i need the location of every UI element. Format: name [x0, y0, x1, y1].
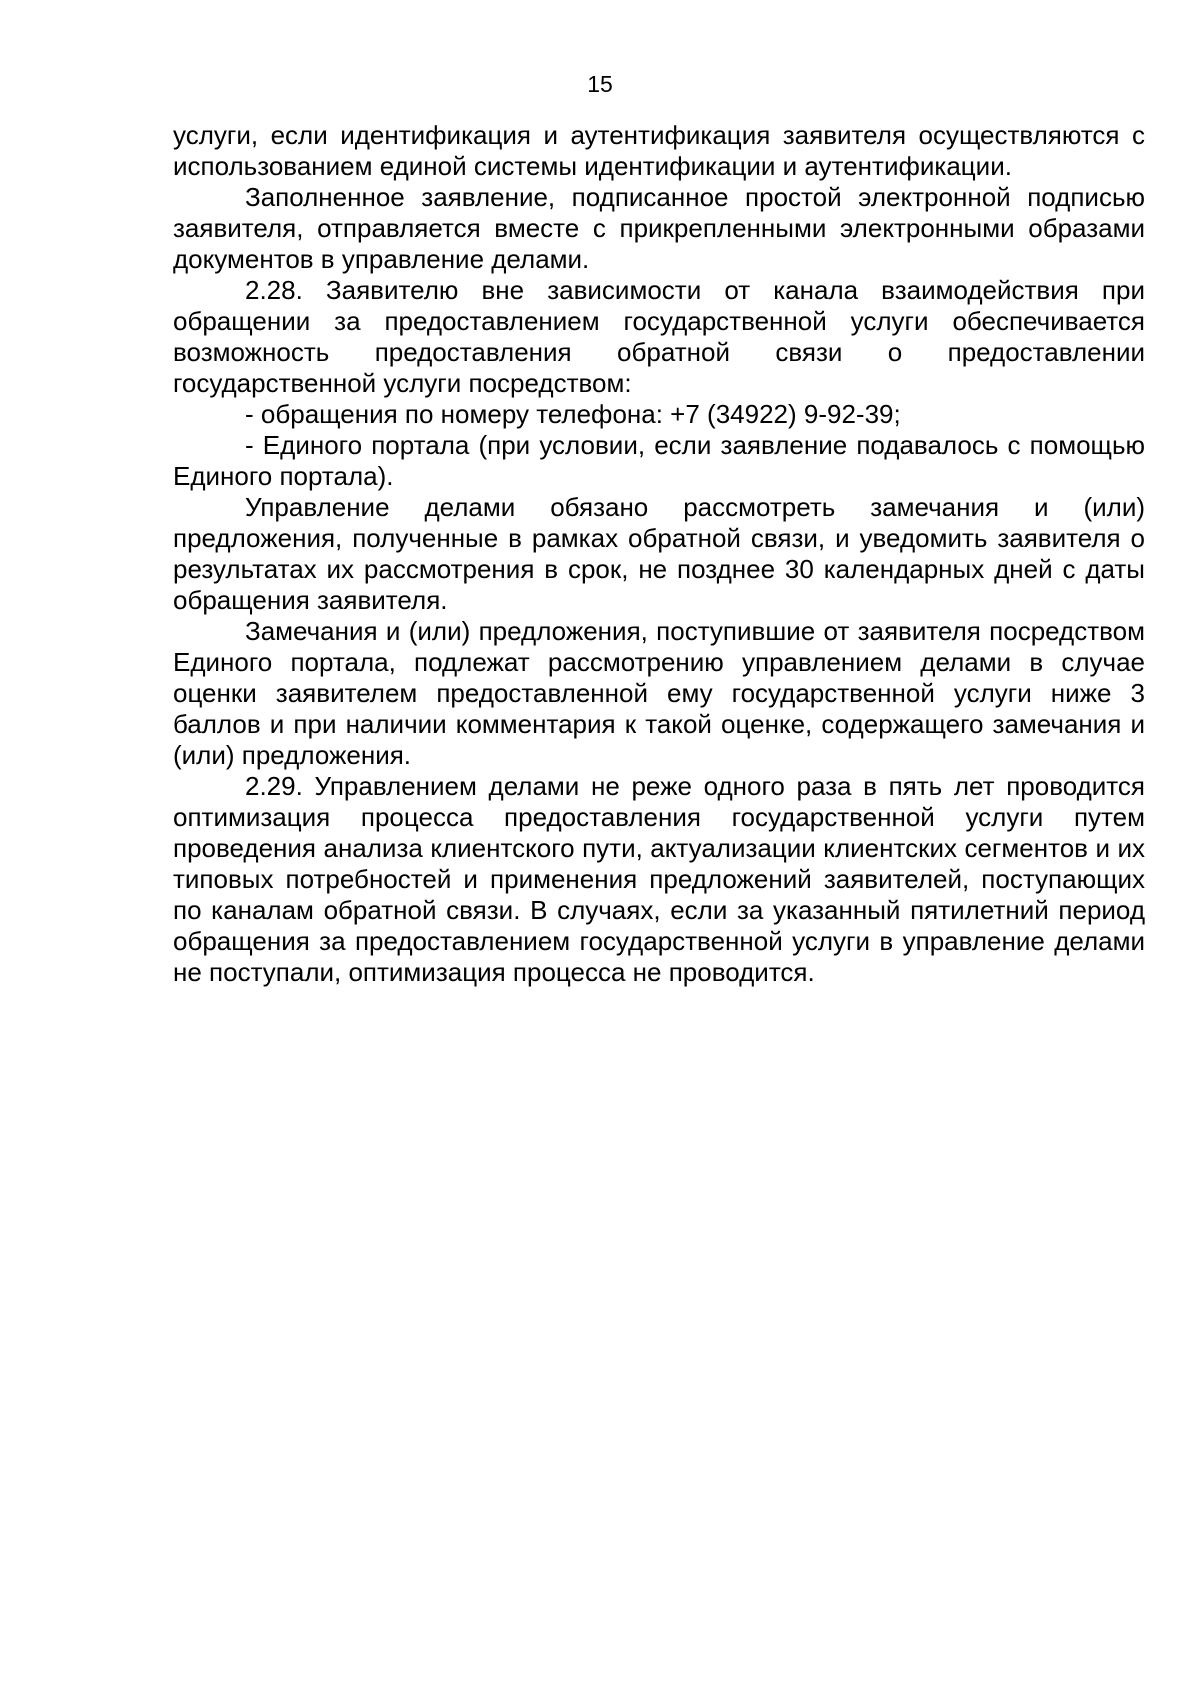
paragraph-continuation: услуги, если идентификация и аутентификация заявителя осуществляются с использованием единой системы идентификации и аутентификации. — [173, 120, 1145, 181]
document-body — [173, 120, 1145, 988]
paragraph-feedback-review: Управление делами обязано рассмотреть замечания и (или) предложения, полученные в рамках обратной связи, и уведомить заявителя о результатах их рассмотрения в срок, не позднее 30 календарных дней с даты обращения заявителя. — [173, 492, 1145, 615]
paragraph-clause-2-29: 2.29. Управлением делами не реже одного раза в пять лет проводится оптимизация процесса предоставления государственной услуги путем проведения анализа клиентского пути, актуализации клиентских сегментов и их типовых потребностей и применения предложений заявителей, поступающих по каналам обратной связи. В случаях, если за указанный пятилетний период обращения за предоставлением государственной услуги в управление делами не поступали, оптимизация процесса не проводится. — [173, 771, 1145, 987]
paragraph-portal-remarks: Замечания и (или) предложения, поступившие от заявителя посредством Единого портала, подлежат рассмотрению управлением делами в случае оценки заявителем предоставленной ему государственной услуги ниже 3 баллов и при наличии комментария к такой оценке, содержащего замечания и (или) предложения. — [173, 616, 1145, 770]
list-item-phone: - обращения по номеру телефона: +7 (34922) 9-92-39; — [245, 399, 901, 429]
list-item-portal: - Единого портала (при условии, если заявление подавалось с помощью Единого портала). — [173, 430, 1145, 491]
page-number: 15 — [587, 71, 613, 97]
paragraph-clause-2-28: 2.28. Заявителю вне зависимости от канала взаимодействия при обращении за предоставлением государственной услуги обеспечивается возможность предоставления обратной связи о предоставлении государственной услуги посредством: — [173, 275, 1145, 398]
paragraph-filled-application: Заполненное заявление, подписанное простой электронной подписью заявителя, отправляется вместе с прикрепленными электронными образами документов в управление делами. — [173, 182, 1145, 274]
